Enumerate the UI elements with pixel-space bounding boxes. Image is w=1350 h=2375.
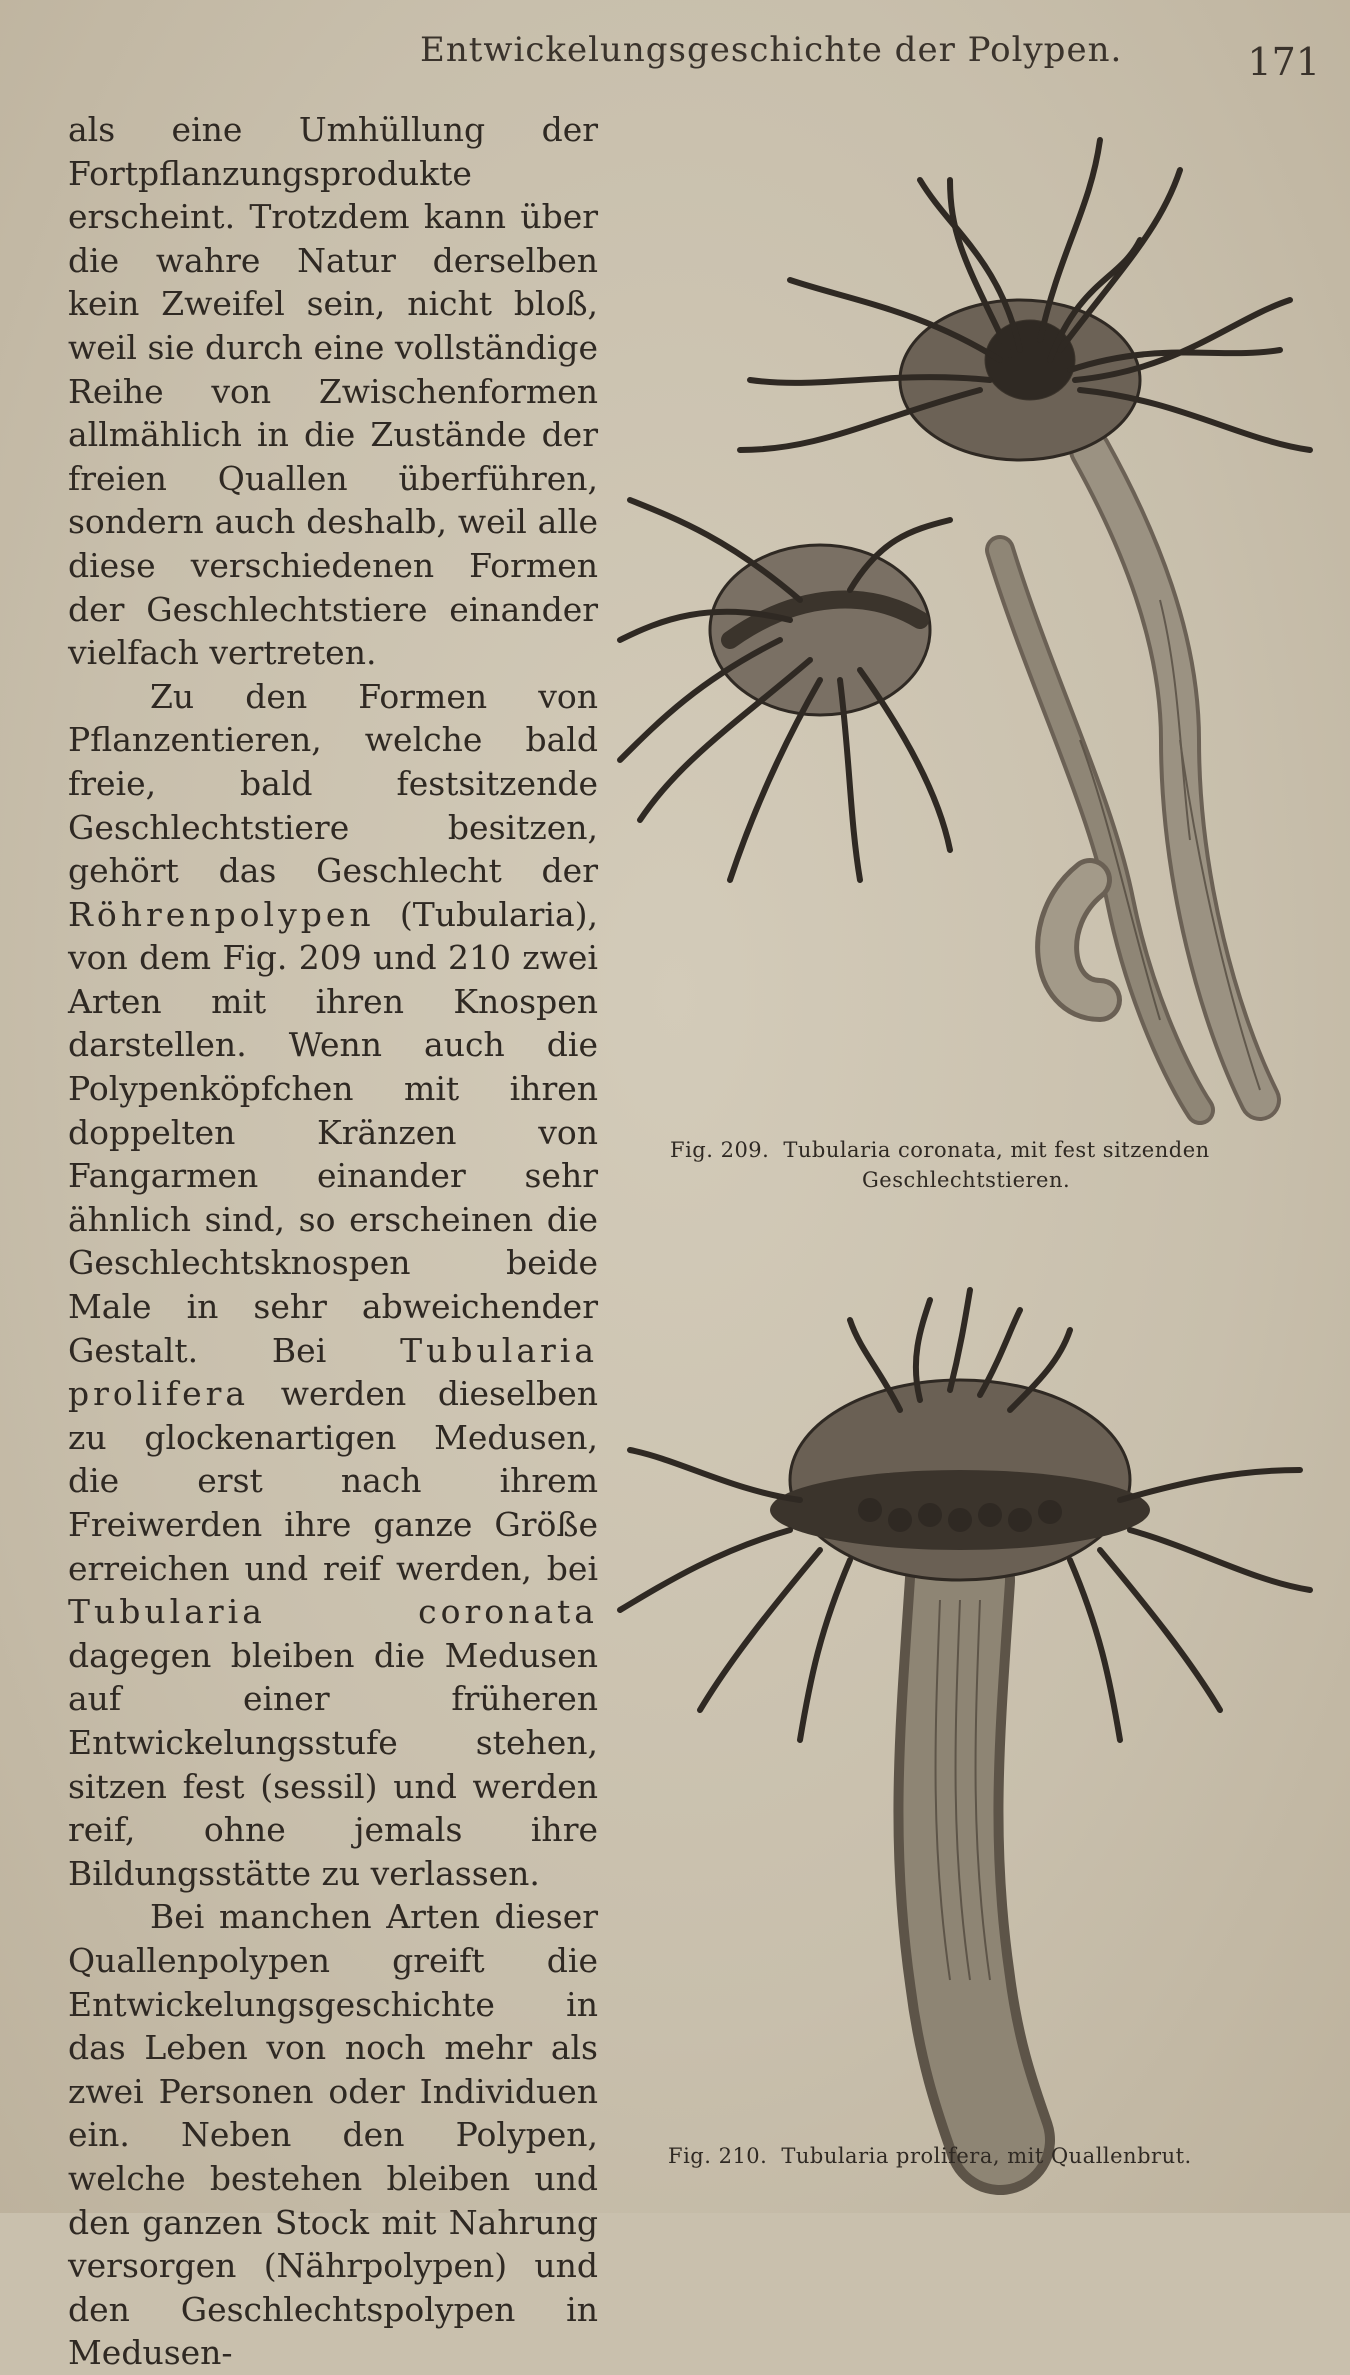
emphasized-term: Röhrenpolypen: [68, 894, 375, 934]
figure-210-caption: [668, 2144, 1192, 2168]
caption-text: Tubularia prolifera, mit Quallenbrut.: [781, 2144, 1192, 2168]
paragraph: als eine Umhüllung der Fortpflanzungsprodukte erscheint. Trotzdem kann über die wahre Natur derselben kein Zweifel sein, nicht bloß, weil sie durch eine vollständige Reihe von Zwischenformen allmählich in die Zustände der freien Quallen überführen, sondern auch deshalb, weil alle diese verschiedenen Formen der Geschlechtstiere einander vielfach vertreten.: [68, 110, 598, 673]
body-text-column: [68, 108, 598, 2375]
paragraph-text: werden dieselben zu glockenartigen Medusen, die erst nach ihrem Freiwerden ihre ganze Größe erreichen und reif werden, bei: [68, 1374, 598, 1588]
figure-209-caption-continued: Geschlechtstieren.: [862, 1168, 1071, 1192]
paragraph-text: (Tubularia), von dem Fig. 209 und 210 zwei Arten mit ihren Knospen darstellen. Wenn auch die Polypenköpfchen mit ihren doppelten Kränzen von Fangarmen einander sehr ähnlich sind, so erscheinen die Geschlechtsknospen beide Male in sehr abweichender Gestalt. Bei: [68, 894, 598, 1370]
paragraph: [68, 675, 598, 1896]
caption-text: Tubularia coronata, mit fest sitzenden: [783, 1138, 1210, 1162]
figure-number: Fig. 210.: [668, 2144, 768, 2168]
species-name: Tubularia coronata: [68, 1592, 598, 1632]
figure-209-caption: [670, 1138, 1210, 1162]
tubularia-prolifera-drawing: [620, 1280, 1320, 2140]
paragraph: Bei manchen Arten dieser Quallenpolypen greift die Entwickelungsgeschichte in das Leben von noch mehr als zwei Personen oder Individuen ein. Neben den Polypen, welche bestehen bleiben und den ganzen Stock mit Nahrung versorgen (Nährpolypen) und den Geschlechtspolypen in Medusen-: [68, 1897, 598, 2373]
running-title: Entwickelungsgeschichte der Polypen.: [420, 30, 1123, 70]
tubularia-coronata-drawing: [620, 120, 1320, 1120]
species-name: Tubularia prolifera: [68, 1330, 598, 1414]
paragraph-text: dagegen bleiben die Medusen auf einer früheren Entwickelungsstufe stehen, sitzen fest (sessil) und werden reif, ohne jemals ihre Bildungsstätte zu verlassen.: [68, 1635, 598, 1893]
figure-number: Fig. 209.: [670, 1138, 770, 1162]
paragraph-text: Zu den Formen von Pflanzentieren, welche bald freie, bald festsitzende Geschlechtstiere besitzen, gehört das Geschlecht der: [68, 676, 598, 891]
figure-210-illustration: [620, 1280, 1320, 2140]
page-number: 171: [1247, 40, 1320, 84]
figure-209-illustration: [620, 120, 1320, 1120]
